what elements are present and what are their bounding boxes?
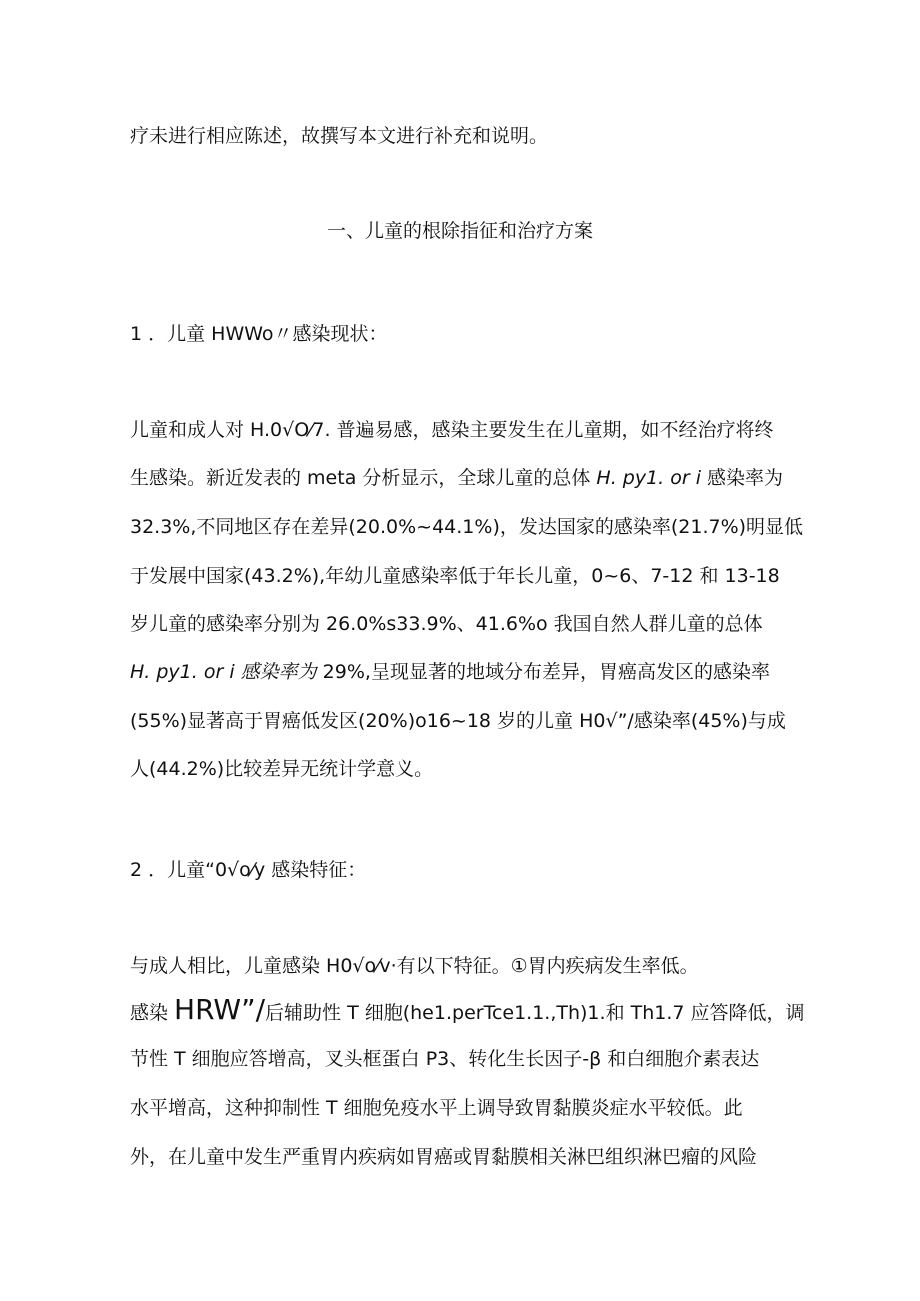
species-name-italic: H. py1. or i 感染率为 bbox=[130, 661, 317, 683]
text-span: 感染 bbox=[130, 1002, 175, 1024]
paragraph-2-line-4: 水平增高，这种抑制性 T 细胞免疫水平上调导致胃黏膜炎症水平较低。此 bbox=[130, 1097, 743, 1119]
text-span: 感染率为 bbox=[701, 467, 784, 489]
paragraph-2-line-2 bbox=[130, 993, 805, 1026]
paragraph-1-line-7: (55%)显著高于胃癌低发区(20%)o16~18 岁的儿童 H0√”/感染率(45%)与成 bbox=[130, 710, 786, 732]
text-span: 后辅助性 T 细胞(he1.perTce1.1.,Th)1.和 Th1.7 应答降低，调 bbox=[265, 1002, 805, 1024]
paragraph-2-line-3: 节性 T 细胞应答增高，叉头框蛋白 P3、转化生长因子-β 和白细胞介素表达 bbox=[130, 1048, 760, 1070]
text-span: 生感染。新近发表的 meta 分析显示，全球儿童的总体 bbox=[130, 467, 597, 489]
paragraph-1-line-6 bbox=[130, 660, 800, 684]
paragraph-1-line-8: 人(44.2%)比较差异无统计学意义。 bbox=[130, 758, 434, 780]
intro-tail-line: 疗未进行相应陈述，故撰写本文进行补充和说明。 bbox=[130, 125, 549, 147]
paragraph-2-line-1: 与成人相比，儿童感染 H0√o⁄v·有以下特征。①胃内疾病发生率低。 bbox=[130, 955, 699, 977]
paragraph-1-line-5: 岁儿童的感染率分别为 26.0%s33.9%、41.6%o 我国自然人群儿童的总体 bbox=[130, 613, 763, 635]
section-title: 一、儿童的根除指征和治疗方案 bbox=[326, 220, 593, 242]
text-span: 29%,呈现显著的地域分布差异，胃癌高发区的感染率 bbox=[316, 661, 770, 683]
paragraph-2-line-5: 外，在儿童中发生严重胃内疾病如胃癌或胃黏膜相关淋巴组织淋巴瘤的风险 bbox=[130, 1146, 758, 1168]
species-name-italic: H. py1. or i bbox=[596, 467, 702, 489]
paragraph-1-line-1: 儿童和成人对 H.0√O⁄7. 普遍易感，感染主要发生在儿童期，如不经治疗将终 bbox=[130, 419, 774, 441]
paragraph-1-line-2 bbox=[130, 466, 800, 490]
subsection-1-heading: 1 ．儿童 HWWo〃感染现状： bbox=[130, 323, 388, 345]
large-garbled-text: HRW”/ bbox=[174, 993, 266, 1026]
subsection-2-heading: 2 ．儿童“0√o⁄y 感染特征： bbox=[130, 859, 367, 881]
paragraph-1-line-4: 于发展中国家(43.2%),年幼儿童感染率低于年长儿童，0~6、7-12 和 13-18 bbox=[130, 565, 780, 587]
paragraph-1-line-3: 32.3%,不同地区存在差异(20.0%~44.1%)，发达国家的感染率(21.7%)明显低 bbox=[130, 516, 804, 538]
